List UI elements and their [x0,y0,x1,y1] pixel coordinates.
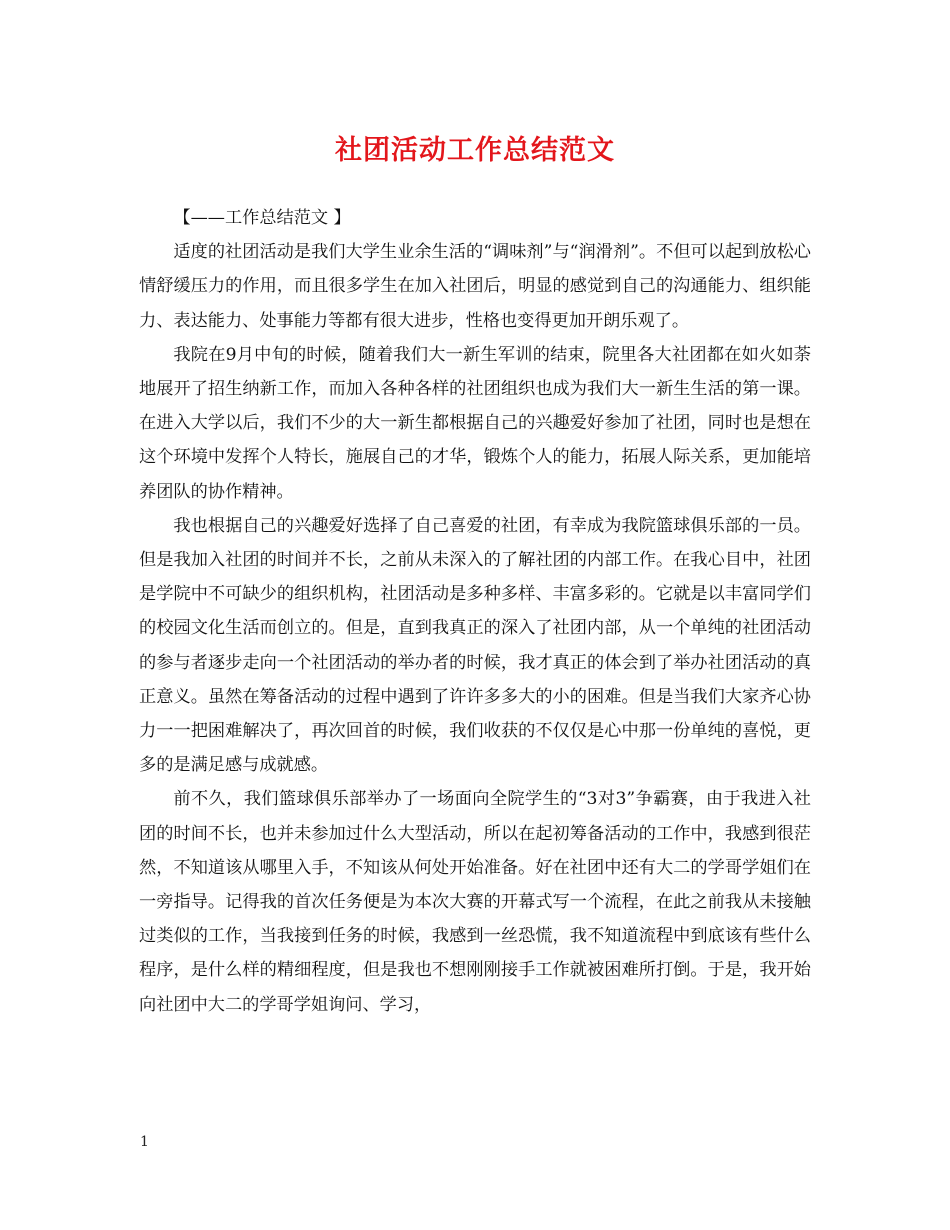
page-number: 1 [140,1134,149,1150]
paragraph: 适度的社团活动是我们大学生业余生活的“调味剂”与“润滑剂”。不但可以起到放松心情舒缓压力的作用，而且很多学生在加入社团后，明显的感觉到自己的沟通能力、组织能力、表达能力、处事能力等都有很大进步，性格也变得更加开朗乐观了。 [139,242,811,331]
article-category-tag: 【——工作总结范文 】 [173,208,351,228]
paragraph: 我院在9月中旬的时候，随着我们大一新生军训的结束，院里各大社团都在如火如荼地展开了招生纳新工作，而加入各种各样的社团组织也成为我们大一新生生活的第一课。在进入大学以后，我们不少的大一新生都根据自己的兴趣爱好参加了社团，同时也是想在这个环境中发挥个人特长，施展自己的才华，锻炼个人的能力，拓展人际关系，更加能培养团队的协作精神。 [139,344,811,502]
document-body [139,201,811,1022]
paragraph: 前不久，我们篮球俱乐部举办了一场面向全院学生的“3对3”争霸赛，由于我进入社团的时间不长，也并未参加过什么大型活动，所以在起初筹备活动的工作中，我感到很茫然，不知道该从哪里入手，不知该从何处开始准备。好在社团中还有大二的学哥学姐们在一旁指导。记得我的首次任务便是为本次大赛的开幕式写一个流程，在此之前我从未接触过类似的工作，当我接到任务的时候，我感到一丝恐慌，我不知道流程中到底该有些什么程序，是什么样的精细程度，但是我也不想刚刚接手工作就被困难所打倒。于是，我开始向社团中大二的学哥学姐询问、学习， [139,789,811,1015]
document-title: 社团活动工作总结范文 [335,135,615,166]
paragraph: 我也根据自己的兴趣爱好选择了自己喜爱的社团，有幸成为我院篮球俱乐部的一员。但是我加入社团的时间并不长，之前从未深入的了解社团的内部工作。在我心目中，社团是学院中不可缺少的组织机构，社团活动是多种多样、丰富多彩的。它就是以丰富同学们的校园文化生活而创立的。但是，直到我真正的深入了社团内部，从一个单纯的社团活动的参与者逐步走向一个社团活动的举办者的时候，我才真正的体会到了举办社团活动的真正意义。虽然在筹备活动的过程中遇到了许许多多大的小的困难。但是当我们大家齐心协力一一把困难解决了，再次回首的时候，我们收获的不仅仅是心中那一份单纯的喜悦，更多的是满足感与成就感。 [139,515,811,776]
